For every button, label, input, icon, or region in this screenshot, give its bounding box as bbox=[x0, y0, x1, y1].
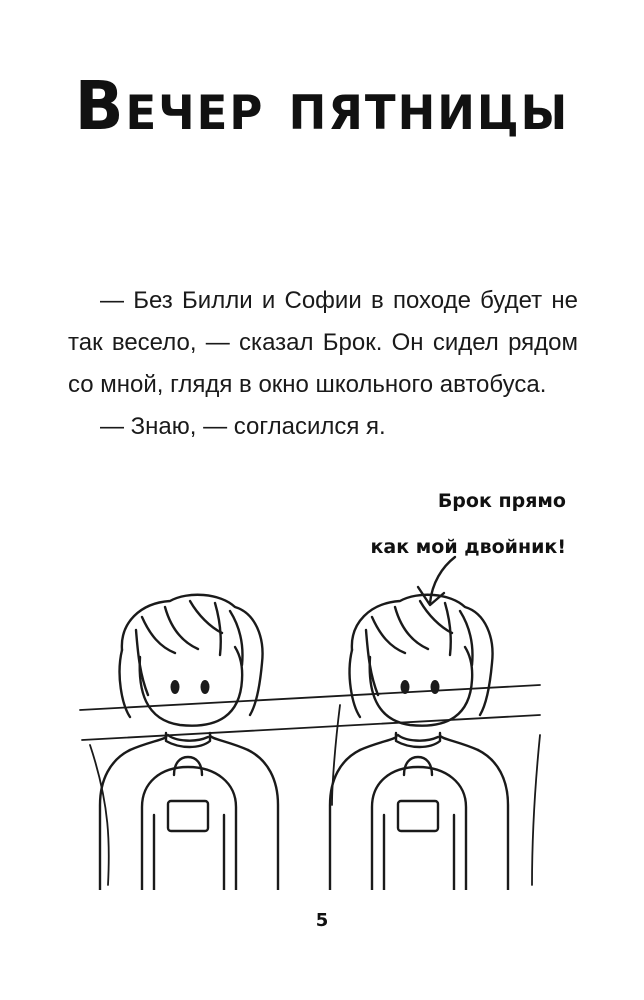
left-kid bbox=[100, 595, 278, 890]
chapter-title: Вечер пятницы bbox=[74, 68, 570, 146]
right-kid bbox=[330, 595, 508, 890]
paragraph: — Без Билли и Софии в походе будет не так весело, — сказал Брок. Он сидел рядом со мной, глядя в окно школьного автобуса. bbox=[68, 287, 578, 398]
page-number: 5 bbox=[315, 910, 329, 931]
caption-line: Брок прямо bbox=[437, 490, 566, 512]
paragraph: — Знаю, — согласился я. bbox=[100, 413, 386, 440]
illustration-two-kids-on-bus bbox=[70, 545, 550, 890]
caption-line: как мой двойник! bbox=[370, 536, 566, 558]
body-text bbox=[68, 280, 578, 448]
